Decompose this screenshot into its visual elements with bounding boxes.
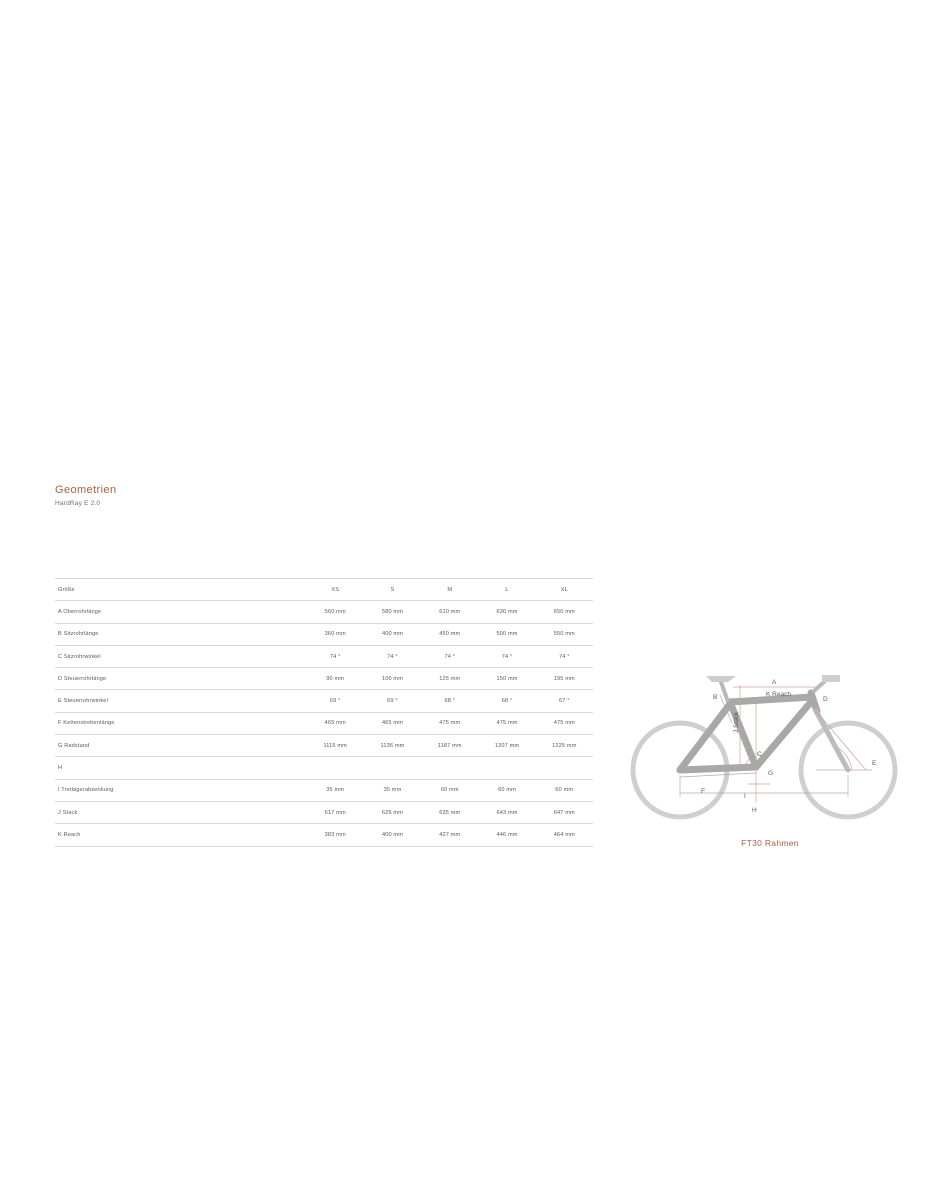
row-value: 550 mm: [536, 623, 593, 645]
table-header-row: [55, 579, 593, 601]
row-value: [478, 757, 535, 779]
row-value: 74 °: [364, 645, 421, 667]
row-value: 1187 mm: [421, 735, 478, 757]
row-value: 195 mm: [536, 668, 593, 690]
row-value: 647 mm: [536, 801, 593, 823]
table-row: [55, 601, 593, 623]
diagram-label-b: B: [713, 694, 718, 701]
table-header-size-m: M: [421, 579, 478, 601]
table-header-size-xl: XL: [536, 579, 593, 601]
row-value: 125 mm: [421, 668, 478, 690]
frame-tubes: [680, 693, 817, 770]
row-label: D Steuerrohrlänge: [55, 668, 307, 690]
table-row: [55, 645, 593, 667]
row-value: 465 mm: [307, 712, 364, 734]
row-value: 617 mm: [307, 801, 364, 823]
row-label: K Reach: [55, 824, 307, 846]
table-header-size-xs: XS: [307, 579, 364, 601]
row-value: 1207 mm: [478, 735, 535, 757]
diagram-label-h: H: [752, 807, 757, 814]
table-row: [55, 690, 593, 712]
row-label: H: [55, 757, 307, 779]
row-value: [307, 757, 364, 779]
diagram-label-j: J Stack: [733, 711, 740, 733]
table-row: [55, 779, 593, 801]
diagram-label-e: E: [872, 760, 877, 767]
row-label: A Oberrohrlänge: [55, 601, 307, 623]
diagram-label-a: A: [772, 679, 777, 686]
row-value: 360 mm: [307, 623, 364, 645]
row-value: 35 mm: [364, 779, 421, 801]
row-value: 475 mm: [478, 712, 535, 734]
diagram-label-k: K Reach: [766, 691, 791, 698]
row-value: 74 °: [478, 645, 535, 667]
row-value: 560 mm: [307, 601, 364, 623]
table-row: [55, 757, 593, 779]
row-value: 74 °: [421, 645, 478, 667]
row-value: 643 mm: [478, 801, 535, 823]
geometry-table: [55, 578, 593, 847]
row-value: 1115 mm: [307, 735, 364, 757]
row-label: F Kettenstrebenlänge: [55, 712, 307, 734]
row-value: 100 mm: [364, 668, 421, 690]
row-value: 383 mm: [307, 824, 364, 846]
row-value: 464 mm: [536, 824, 593, 846]
row-value: 74 °: [536, 645, 593, 667]
row-value: 35 mm: [307, 779, 364, 801]
row-label: J Stack: [55, 801, 307, 823]
page-subtitle: HardRay E 2.0: [55, 500, 101, 507]
row-value: 90 mm: [307, 668, 364, 690]
row-value: 1136 mm: [364, 735, 421, 757]
row-value: 475 mm: [536, 712, 593, 734]
table-row: [55, 623, 593, 645]
row-label: E Steuerrohrwinkel: [55, 690, 307, 712]
table-header-size-s: S: [364, 579, 421, 601]
row-value: 400 mm: [364, 623, 421, 645]
row-value: [364, 757, 421, 779]
page-heading-block: [55, 484, 116, 509]
table-row: [55, 668, 593, 690]
diagram-caption: FT30 Rahmen: [741, 838, 799, 848]
row-value: 68 °: [478, 690, 535, 712]
row-value: 650 mm: [536, 601, 593, 623]
table-header-size-l: L: [478, 579, 535, 601]
row-value: 400 mm: [364, 824, 421, 846]
fork: [816, 711, 848, 770]
row-value: 630 mm: [478, 601, 535, 623]
row-value: 635 mm: [421, 801, 478, 823]
row-value: 610 mm: [421, 601, 478, 623]
diagram-label-d: D: [823, 696, 828, 703]
row-label: G Radstand: [55, 735, 307, 757]
table-row: [55, 824, 593, 846]
row-value: 450 mm: [421, 623, 478, 645]
table-row: [55, 712, 593, 734]
diagram-label-g: G: [768, 770, 774, 777]
row-value: 74 °: [307, 645, 364, 667]
page-title: Geometrien: [55, 484, 117, 496]
row-label: C Sitzrohrwinkel: [55, 645, 307, 667]
row-value: 580 mm: [364, 601, 421, 623]
table-header-label: Größe: [55, 579, 307, 601]
handlebar: [813, 675, 840, 692]
row-value: 69 °: [307, 690, 364, 712]
row-value: [421, 757, 478, 779]
row-value: 67 °: [536, 690, 593, 712]
table-row: [55, 801, 593, 823]
row-value: 60 mm: [421, 779, 478, 801]
row-value: 1225 mm: [536, 735, 593, 757]
row-value: 69 °: [364, 690, 421, 712]
row-value: 150 mm: [478, 668, 535, 690]
table-row: [55, 735, 593, 757]
diagram-label-f: F: [701, 788, 705, 795]
row-value: 475 mm: [421, 712, 478, 734]
row-value: 465 mm: [364, 712, 421, 734]
row-value: 60 mm: [478, 779, 535, 801]
row-value: 60 mm: [536, 779, 593, 801]
row-value: 427 mm: [421, 824, 478, 846]
row-value: 68 °: [421, 690, 478, 712]
row-label: B Sitzrohrlänge: [55, 623, 307, 645]
row-label: I Tretlagerabsenkung: [55, 779, 307, 801]
row-value: 626 mm: [364, 801, 421, 823]
diagram-label-i: I: [744, 793, 746, 800]
row-value: 500 mm: [478, 623, 535, 645]
row-value: 446 mm: [478, 824, 535, 846]
diagram-label-c: C: [757, 751, 762, 758]
row-value: [536, 757, 593, 779]
